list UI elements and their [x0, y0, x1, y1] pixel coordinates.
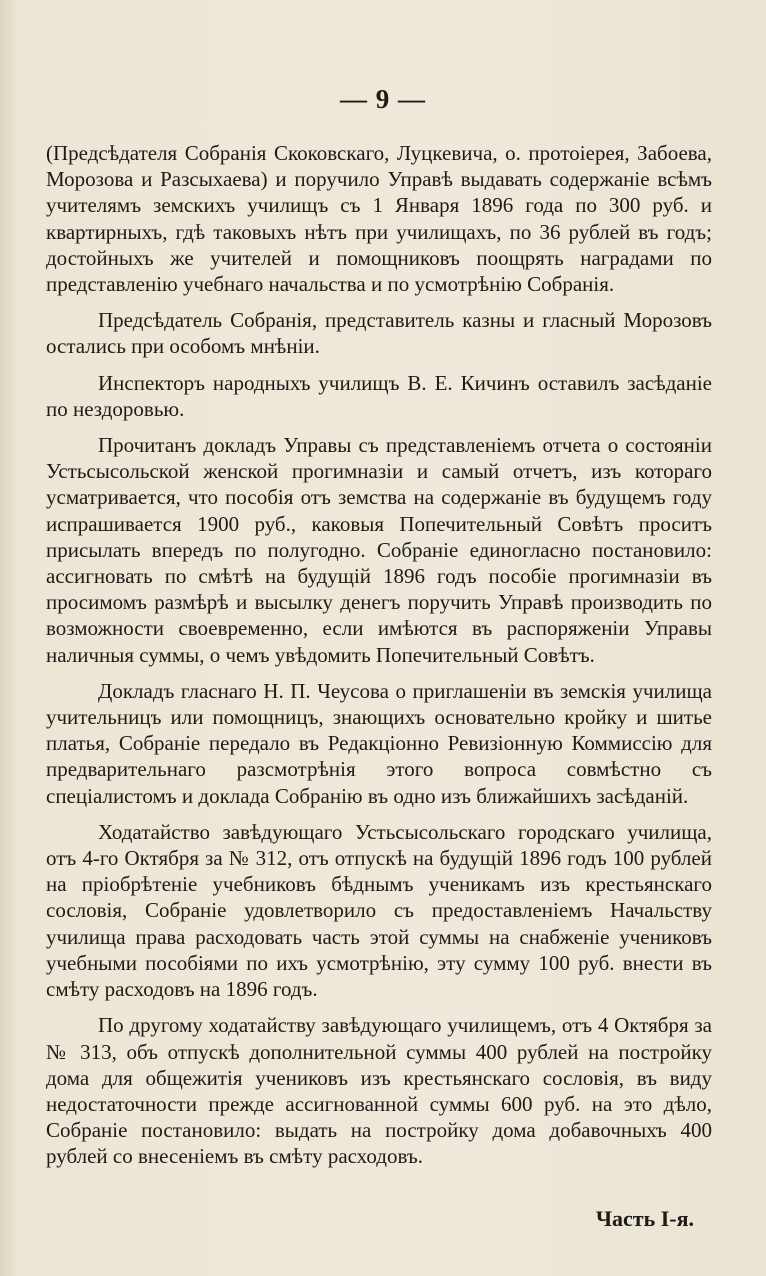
paragraph-5: Докладъ гласнаго Н. П. Чеусова о приглашеніи въ земскія училища учительницъ или помощницъ, знающихъ основательно кройку и шитье платья, Собраніе передало въ Редакціонно Ревизіонную Коммиссію для предварительнаго разсмотрѣнія этого вопроса совмѣстно съ спеціалистомъ и доклада Собранію въ одно изъ ближайшихъ засѣданій.	[46, 678, 712, 808]
page-number: — 9 —	[340, 84, 426, 114]
paragraph-3: Инспекторъ народныхъ училищъ В. Е. Кичинъ оставилъ засѣданіе по нездоровью.	[46, 370, 712, 421]
body-text	[46, 140, 712, 1170]
paragraph-2: Предсѣдатель Собранія, представитель казны и гласный Морозовъ остались при особомъ мнѣніи.	[46, 308, 712, 359]
paragraph-1: (Предсѣдателя Собранія Скоковскаго, Луцкевича, о. протоіерея, Забоева, Морозова и Разсыхаева) и поручило Управѣ выдавать содержаніе всѣмъ учителямъ земскихъ училищъ съ 1 Января 1896 года по 300 руб. и квартирныхъ, гдѣ таковыхъ нѣтъ при училищахъ, по 36 рублей въ годъ; достойныхъ же учителей и помощниковъ поощрять наградами по представленію учебнаго начальства и по усмотрѣнію Собранія.	[46, 141, 712, 297]
signature-mark: Часть І-я.	[595, 1206, 694, 1231]
paragraph-6: Ходатайство завѣдующаго Устьсысольскаго городскаго училища, отъ 4-го Октября за № 312, отъ отпускѣ на будущій 1896 годъ 100 рублей на пріобрѣтеніе учебниковъ бѣднымъ ученикамъ изъ крестьянскаго сословія, Собраніе удовлетворило съ предоставленіемъ Начальству училища права расходовать часть этой суммы на снабженіе учениковъ учебными пособіями по ихъ усмотрѣнію, эту сумму 100 руб. внести въ смѣту расходовъ на 1896 годъ.	[46, 819, 712, 1002]
paragraph-7: По другому ходатайству завѣдующаго училищемъ, отъ 4 Октября за № 313, объ отпускѣ дополнительной суммы 400 рублей на постройку дома для общежитія учениковъ изъ крестьянскаго сословія, въ виду недостаточности прежде ассигнованной суммы 600 руб. на это дѣло, Собраніе постановило: выдать на постройку дома добавочныхъ 400 рублей со внесеніемъ въ смѣту расходовъ.	[46, 1013, 712, 1169]
paragraph-4: Прочитанъ докладъ Управы съ представленіемъ отчета о состояніи Устьсысольской женской прогимназіи и самый отчетъ, изъ котораго усматривается, что пособія отъ земства на содержаніе въ будущемъ году испрашивается 1900 руб., каковыя Попечительный Совѣтъ проситъ присылать впередъ по полугодно. Собраніе единогласно постановило: ассигновать по смѣтѣ на будущій 1896 годъ пособіе прогимназіи въ просимомъ размѣрѣ и высылку денегъ поручить Управѣ производить по возможности своевременно, если имѣются въ распоряженіи Управы наличныя суммы, о чемъ увѣдомить Попечительный Совѣтъ.	[46, 433, 712, 667]
